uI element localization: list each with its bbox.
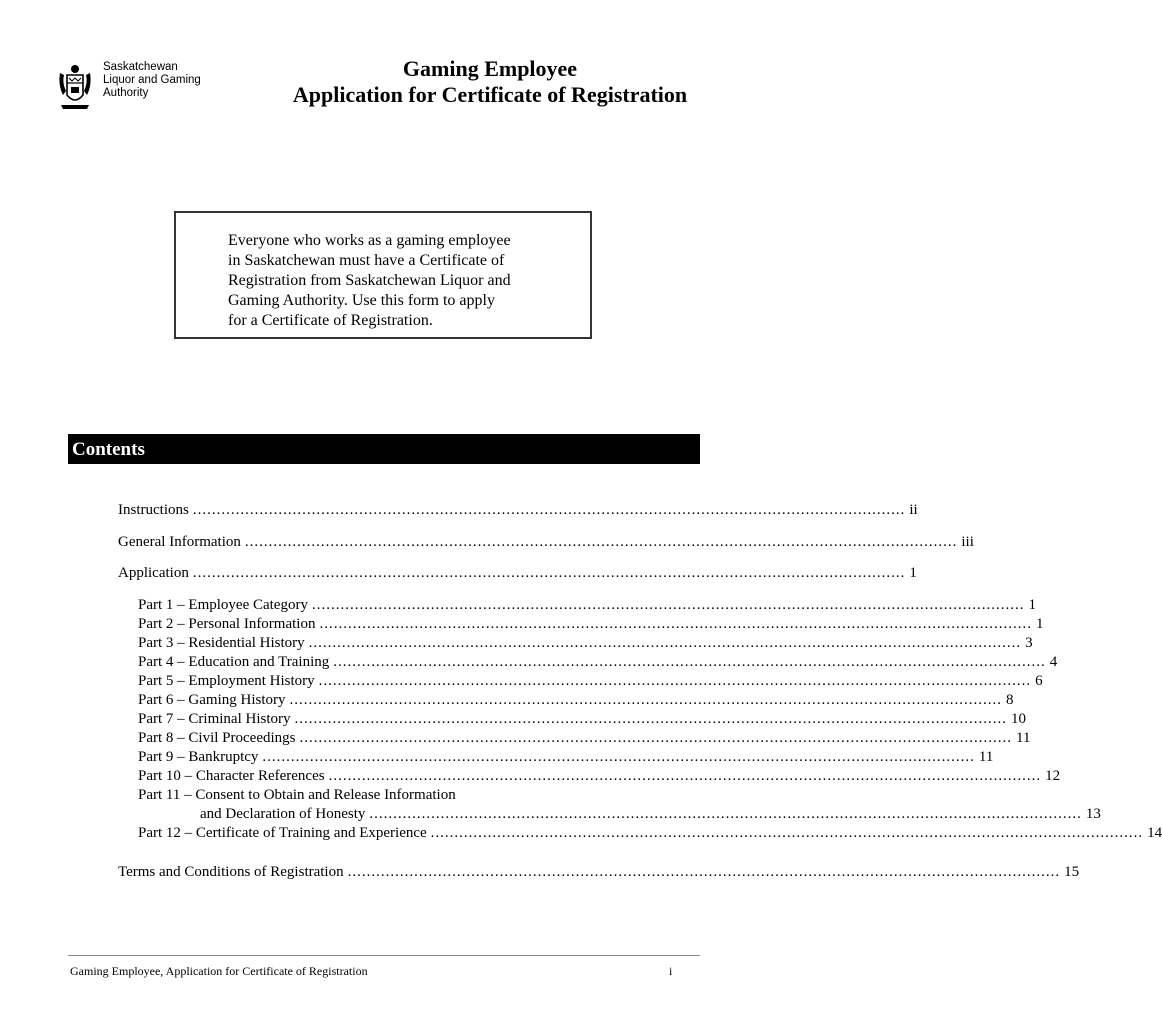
- intro-line: for a Certificate of Registration.: [228, 312, 433, 329]
- footer-page-number: i: [669, 964, 673, 978]
- toc-entry-general-information[interactable]: [118, 533, 974, 552]
- toc-page: 13: [1085, 806, 1101, 822]
- dot-leader: ......................................................................................................................................................: [328, 768, 1042, 784]
- dot-leader: ......................................................................................................................................................: [319, 616, 1032, 632]
- toc-label: and Declaration of Honesty: [200, 806, 366, 822]
- toc-entry-part-8[interactable]: [138, 729, 1031, 748]
- toc-entry-part-12[interactable]: [138, 824, 1162, 843]
- dot-leader: ......................................................................................................................................................: [369, 806, 1082, 822]
- toc-entry-part-4[interactable]: [138, 653, 1058, 672]
- dot-leader: ......................................................................................................................................................: [244, 534, 958, 550]
- toc-entry-part-6[interactable]: [138, 691, 1014, 710]
- toc-page: 10: [1011, 711, 1026, 727]
- intro-line: Everyone who works as a gaming employee: [228, 232, 511, 249]
- toc-page: 8: [1006, 692, 1014, 708]
- toc-page: 15: [1064, 864, 1080, 880]
- toc-entry-instructions[interactable]: [118, 501, 918, 520]
- dot-leader: ......................................................................................................................................................: [430, 825, 1144, 841]
- toc-entry-part-10[interactable]: [138, 767, 1061, 786]
- toc-page: 12: [1045, 768, 1061, 784]
- dot-leader: ......................................................................................................................................................: [299, 730, 1012, 746]
- toc-label: Part 5 – Employment History: [138, 673, 315, 689]
- toc-label: Instructions: [118, 502, 189, 518]
- toc-entry-terms-and-conditions[interactable]: [118, 863, 1080, 882]
- dot-leader: ......................................................................................................................................................: [311, 597, 1025, 613]
- toc-page: 4: [1049, 654, 1058, 670]
- footer-divider: [68, 955, 700, 956]
- coat-of-arms-icon: [57, 61, 93, 111]
- toc-entry-part-2[interactable]: [138, 615, 1044, 634]
- toc-label: Part 8 – Civil Proceedings: [138, 730, 296, 746]
- toc-page: 11: [978, 749, 994, 765]
- dot-leader: ......................................................................................................................................................: [192, 502, 906, 518]
- toc-label: Part 6 – Gaming History: [138, 692, 286, 708]
- toc-label: Part 12 – Certificate of Training and Experience: [138, 825, 427, 841]
- toc-label: General Information: [118, 534, 241, 550]
- intro-line: Registration from Saskatchewan Liquor and: [228, 272, 511, 289]
- document-subtitle: Application for Certificate of Registration: [292, 82, 688, 107]
- toc-label: Terms and Conditions of Registration: [118, 864, 344, 880]
- org-name-line-3: Authority: [103, 87, 149, 99]
- dot-leader: ......................................................................................................................................................: [294, 711, 1007, 727]
- toc-page: 3: [1025, 635, 1033, 651]
- toc-entry-part-11-continued[interactable]: [200, 805, 1101, 824]
- toc-entry-application[interactable]: [118, 564, 917, 583]
- toc-label: Part 3 – Residential History: [138, 635, 305, 651]
- dot-leader: ......................................................................................................................................................: [333, 654, 1046, 670]
- org-name-line-1: Saskatchewan: [103, 61, 178, 73]
- toc-entry-part-9[interactable]: [138, 748, 994, 767]
- toc-entry-part-11[interactable]: [138, 786, 600, 805]
- toc-label: Part 4 – Education and Training: [138, 654, 330, 670]
- dot-leader: ......................................................................................................................................................: [318, 673, 1032, 689]
- dot-leader: ......................................................................................................................................................: [262, 749, 975, 765]
- contents-heading: Contents: [72, 439, 145, 460]
- toc-label: Part 1 – Employee Category: [138, 597, 308, 613]
- dot-leader: ......................................................................................................................................................: [192, 565, 906, 581]
- intro-line: Gaming Authority. Use this form to apply: [228, 292, 495, 309]
- toc-label: Part 9 – Bankruptcy: [138, 749, 259, 765]
- slga-logo: [57, 61, 207, 113]
- toc-page: 11: [1016, 730, 1031, 746]
- footer-document-name: Gaming Employee, Application for Certificate of Registration: [70, 964, 368, 978]
- toc-entry-part-1[interactable]: [138, 596, 1036, 615]
- org-name-line-2: Liquor and Gaming: [103, 74, 201, 86]
- dot-leader: ......................................................................................................................................................: [308, 635, 1022, 651]
- toc-label: Part 10 – Character References: [138, 768, 325, 784]
- intro-line: in Saskatchewan must have a Certificate of: [228, 252, 505, 269]
- toc-label: Part 7 – Criminal History: [138, 711, 291, 727]
- intro-text: [228, 231, 568, 331]
- toc-page: 14: [1147, 825, 1162, 841]
- toc-entry-part-5[interactable]: [138, 672, 1043, 691]
- toc-page: ii: [909, 502, 918, 518]
- toc-page: 1: [1028, 597, 1036, 613]
- toc-entry-part-3[interactable]: [138, 634, 1033, 653]
- toc-label: Application: [118, 565, 189, 581]
- document-title: Gaming Employee: [402, 56, 578, 81]
- toc-page: iii: [961, 534, 974, 550]
- contents-heading-bar: [68, 434, 700, 464]
- toc-label: Part 2 – Personal Information: [138, 616, 316, 632]
- dot-leader: ......................................................................................................................................................: [347, 864, 1061, 880]
- toc-page: 6: [1035, 673, 1043, 689]
- toc-page: 1: [909, 565, 917, 581]
- toc-entry-part-7[interactable]: [138, 710, 1026, 729]
- dot-leader: ......................................................................................................................................................: [289, 692, 1002, 708]
- toc-label: Part 11 – Consent to Obtain and Release Information: [138, 787, 456, 803]
- toc-page: 1: [1035, 616, 1044, 632]
- intro-box: [174, 211, 592, 339]
